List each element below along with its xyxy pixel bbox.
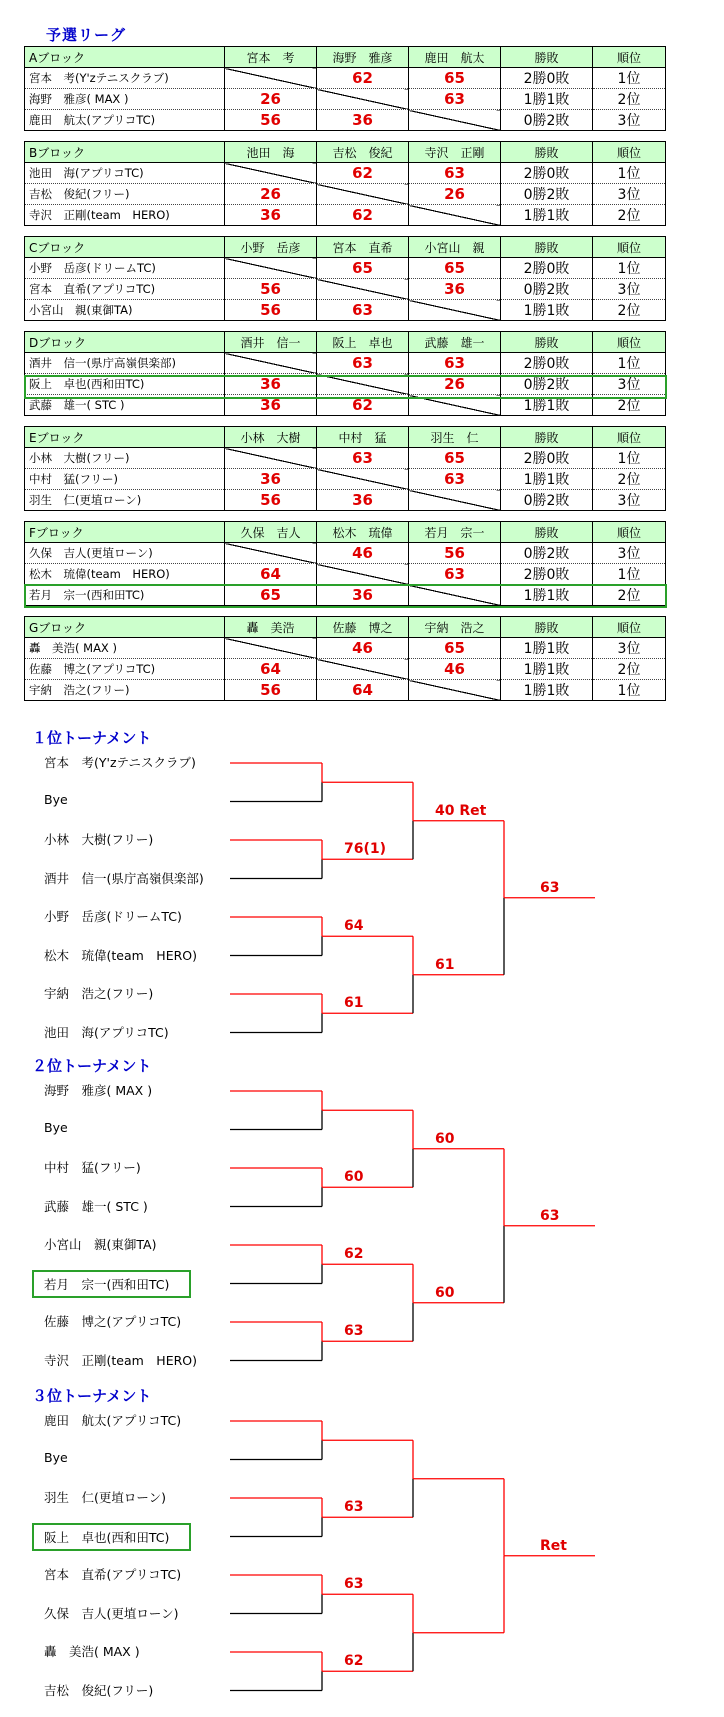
bracket-player: 小野 岳彦(ドリームTC) <box>44 909 182 924</box>
tournament-title: ２位トーナメント <box>32 1057 152 1075</box>
league-row <box>25 89 666 110</box>
match-score: 63 <box>409 163 501 184</box>
self-match-diagonal <box>225 68 317 89</box>
tournament-2 <box>0 1055 724 1375</box>
bracket-player: 轟 美浩( MAX ) <box>44 1644 140 1659</box>
league-row <box>25 353 666 374</box>
player-name: 中村 猛(フリー) <box>25 469 225 490</box>
match-score: 36 <box>317 585 409 606</box>
opponent-header: 小宮山 親 <box>409 237 501 258</box>
player-name: 宇納 浩之(フリー) <box>25 680 225 701</box>
match-score: 61 <box>344 995 364 1012</box>
win-loss: 2勝0敗 <box>501 564 593 585</box>
match-score: 63 <box>317 300 409 321</box>
bracket-player: 鹿田 航太(アプリコTC) <box>44 1413 182 1428</box>
league-row <box>25 638 666 659</box>
match-score: 63 <box>317 448 409 469</box>
bracket-player: 小林 大樹(フリー) <box>44 832 154 847</box>
self-match-diagonal <box>225 258 317 279</box>
self-match-diagonal <box>225 448 317 469</box>
match-score: 46 <box>409 659 501 680</box>
league-row <box>25 68 666 89</box>
league-row <box>25 110 666 131</box>
win-loss: 2勝0敗 <box>501 258 593 279</box>
tournament-title: ３位トーナメント <box>32 1387 152 1405</box>
player-name: 若月 宗一(西和田TC) <box>25 585 225 606</box>
self-match-diagonal <box>317 89 409 110</box>
rank-header: 順位 <box>593 617 666 638</box>
win-loss: 1勝1敗 <box>501 300 593 321</box>
match-score: 62 <box>344 1653 364 1670</box>
match-score: 36 <box>317 110 409 131</box>
win-loss: 1勝1敗 <box>501 205 593 226</box>
opponent-header: 佐藤 博之 <box>317 617 409 638</box>
opponent-header: 宮本 考 <box>225 47 317 68</box>
opponent-header: 小野 岳彦 <box>225 237 317 258</box>
match-score: 46 <box>317 543 409 564</box>
result-header: 勝敗 <box>501 142 593 163</box>
match-score: 76(1) <box>344 841 387 858</box>
bracket-player: Bye <box>44 1449 68 1465</box>
rank: 2位 <box>593 585 666 606</box>
match-score: 65 <box>225 585 317 606</box>
opponent-header: 松木 琉偉 <box>317 522 409 543</box>
opponent-header: 宮本 直希 <box>317 237 409 258</box>
league-row <box>25 448 666 469</box>
opponent-header: 阪上 卓也 <box>317 332 409 353</box>
league-row <box>25 469 666 490</box>
win-loss: 1勝1敗 <box>501 638 593 659</box>
league-row <box>25 564 666 585</box>
match-score: 56 <box>225 110 317 131</box>
rank: 3位 <box>593 638 666 659</box>
player-name: 吉松 俊紀(フリー) <box>25 184 225 205</box>
tournament-3 <box>0 1385 724 1705</box>
opponent-header: 若月 宗一 <box>409 522 501 543</box>
player-name: 小野 岳彦(ドリームTC) <box>25 258 225 279</box>
self-match-diagonal <box>409 205 501 226</box>
player-name: 佐藤 博之(アプリコTC) <box>25 659 225 680</box>
match-score: 36 <box>409 279 501 300</box>
rank: 1位 <box>593 68 666 89</box>
rank: 1位 <box>593 448 666 469</box>
bracket-player: 中村 猛(フリー) <box>44 1160 141 1175</box>
opponent-header: 酒井 信一 <box>225 332 317 353</box>
match-score: 65 <box>409 638 501 659</box>
match-score: 61 <box>435 956 455 973</box>
player-name: 轟 美浩( MAX ) <box>25 638 225 659</box>
win-loss: 1勝1敗 <box>501 659 593 680</box>
block-name: Fブロック <box>25 522 225 543</box>
match-score: 56 <box>225 490 317 511</box>
opponent-header: 池田 海 <box>225 142 317 163</box>
match-score: 64 <box>225 659 317 680</box>
match-score: 63 <box>409 89 501 110</box>
opponent-header: 吉松 俊紀 <box>317 142 409 163</box>
opponent-header: 海野 雅彦 <box>317 47 409 68</box>
self-match-diagonal <box>317 184 409 205</box>
league-row <box>25 680 666 701</box>
bracket-player: 酒井 信一(県庁高嶺倶楽部) <box>44 870 204 886</box>
player-name: 小宮山 親(東御TA) <box>25 300 225 321</box>
bracket-player: 松木 琉偉(team HERO) <box>44 947 198 963</box>
block-name: Gブロック <box>25 617 225 638</box>
bracket-player: Bye <box>44 1119 68 1135</box>
opponent-header: 武藤 雄一 <box>409 332 501 353</box>
match-score: 26 <box>409 184 501 205</box>
rank: 1位 <box>593 564 666 585</box>
bracket-player: 武藤 雄一( STC ) <box>44 1198 148 1214</box>
tournament-title: １位トーナメント <box>32 729 152 747</box>
win-loss: 1勝1敗 <box>501 585 593 606</box>
self-match-diagonal <box>409 680 501 701</box>
bracket-player: 阪上 卓也(西和田TC) <box>32 1523 191 1551</box>
match-score: Ret <box>540 1537 567 1554</box>
match-score: 46 <box>317 638 409 659</box>
bracket-player: 佐藤 博之(アプリコTC) <box>44 1314 182 1329</box>
match-score: 62 <box>317 163 409 184</box>
block-name: Cブロック <box>25 237 225 258</box>
self-match-diagonal <box>317 469 409 490</box>
rank-header: 順位 <box>593 142 666 163</box>
match-score: 65 <box>409 68 501 89</box>
self-match-diagonal <box>225 353 317 374</box>
bracket-player: 宮本 直希(アプリコTC) <box>44 1567 182 1582</box>
win-loss: 0勝2敗 <box>501 543 593 564</box>
match-score: 63 <box>540 1207 560 1224</box>
win-loss: 1勝1敗 <box>501 89 593 110</box>
block-name: Aブロック <box>25 47 225 68</box>
match-score: 56 <box>225 279 317 300</box>
rank: 3位 <box>593 279 666 300</box>
result-header: 勝敗 <box>501 617 593 638</box>
player-name: 寺沢 正剛(team HERO) <box>25 205 225 226</box>
match-score: 65 <box>409 448 501 469</box>
player-name: 宮本 直希(アプリコTC) <box>25 279 225 300</box>
match-score: 63 <box>409 469 501 490</box>
rank: 1位 <box>593 258 666 279</box>
rank-header: 順位 <box>593 522 666 543</box>
match-score: 60 <box>435 1284 455 1301</box>
win-loss: 1勝1敗 <box>501 395 593 416</box>
win-loss: 2勝0敗 <box>501 68 593 89</box>
league-row <box>25 659 666 680</box>
rank: 3位 <box>593 184 666 205</box>
match-score: 40 Ret <box>435 802 487 819</box>
match-score: 26 <box>225 184 317 205</box>
match-score: 26 <box>409 374 501 395</box>
rank: 3位 <box>593 374 666 395</box>
win-loss: 0勝2敗 <box>501 374 593 395</box>
player-name: 酒井 信一(県庁高嶺倶楽部) <box>25 353 225 374</box>
match-score: 62 <box>317 68 409 89</box>
bracket-player: 宇納 浩之(フリー) <box>44 986 154 1001</box>
player-name: 武藤 雄一( STC ) <box>25 395 225 416</box>
result-header: 勝敗 <box>501 427 593 448</box>
win-loss: 2勝0敗 <box>501 448 593 469</box>
match-score: 65 <box>317 258 409 279</box>
rank: 1位 <box>593 163 666 184</box>
bracket-player: 宮本 考(Y'zテニスクラブ) <box>44 755 196 770</box>
rank: 2位 <box>593 395 666 416</box>
rank-header: 順位 <box>593 237 666 258</box>
match-score: 63 <box>409 564 501 585</box>
player-name: 久保 吉人(更埴ローン) <box>25 543 225 564</box>
match-score: 56 <box>225 680 317 701</box>
win-loss: 0勝2敗 <box>501 279 593 300</box>
result-header: 勝敗 <box>501 237 593 258</box>
match-score: 63 <box>344 1576 364 1593</box>
result-header: 勝敗 <box>501 47 593 68</box>
match-score: 62 <box>317 205 409 226</box>
block-name: Bブロック <box>25 142 225 163</box>
opponent-header: 中村 猛 <box>317 427 409 448</box>
bracket-player: 小宮山 親(東御TA) <box>44 1237 157 1252</box>
match-score: 60 <box>344 1169 364 1186</box>
rank-header: 順位 <box>593 47 666 68</box>
self-match-diagonal <box>317 659 409 680</box>
league-block-4 <box>24 426 666 511</box>
self-match-diagonal <box>225 543 317 564</box>
win-loss: 1勝1敗 <box>501 680 593 701</box>
player-name: 阪上 卓也(西和田TC) <box>25 374 225 395</box>
league-row <box>25 205 666 226</box>
win-loss: 0勝2敗 <box>501 110 593 131</box>
highlight-box-f-block <box>24 584 667 608</box>
tournament-1 <box>0 727 724 1047</box>
match-score: 63 <box>317 353 409 374</box>
match-score: 64 <box>225 564 317 585</box>
rank: 2位 <box>593 300 666 321</box>
league-row <box>25 279 666 300</box>
match-score: 64 <box>317 680 409 701</box>
match-score: 64 <box>344 918 364 935</box>
league-row <box>25 300 666 321</box>
opponent-header: 宇納 浩之 <box>409 617 501 638</box>
opponent-header: 寺沢 正剛 <box>409 142 501 163</box>
opponent-header: 久保 吉人 <box>225 522 317 543</box>
rank: 1位 <box>593 353 666 374</box>
match-score: 36 <box>225 395 317 416</box>
highlight-box-d-block <box>24 375 667 399</box>
bracket-player: 羽生 仁(更埴ローン) <box>44 1490 167 1505</box>
opponent-header: 小林 大樹 <box>225 427 317 448</box>
rank: 3位 <box>593 490 666 511</box>
match-score: 36 <box>225 205 317 226</box>
player-name: 海野 雅彦( MAX ) <box>25 89 225 110</box>
match-score: 63 <box>409 353 501 374</box>
block-name: Dブロック <box>25 332 225 353</box>
match-score: 56 <box>225 300 317 321</box>
match-score: 63 <box>540 879 560 896</box>
league-block-2 <box>24 236 666 321</box>
rank: 2位 <box>593 89 666 110</box>
rank: 2位 <box>593 205 666 226</box>
bracket-player: 久保 吉人(更埴ローン) <box>44 1605 179 1621</box>
bracket-player: 寺沢 正剛(team HERO) <box>44 1352 198 1368</box>
league-row <box>25 258 666 279</box>
rank: 3位 <box>593 110 666 131</box>
league-row <box>25 163 666 184</box>
match-score: 26 <box>225 89 317 110</box>
league-row <box>25 184 666 205</box>
match-score: 62 <box>344 1246 364 1263</box>
league-block-3 <box>24 331 666 416</box>
win-loss: 1勝1敗 <box>501 469 593 490</box>
bracket-player: 若月 宗一(西和田TC) <box>32 1270 191 1298</box>
player-name: 羽生 仁(更埴ローン) <box>25 490 225 511</box>
rank: 3位 <box>593 543 666 564</box>
match-score: 36 <box>225 469 317 490</box>
self-match-diagonal <box>409 490 501 511</box>
match-score: 65 <box>409 258 501 279</box>
league-row <box>25 543 666 564</box>
self-match-diagonal <box>317 564 409 585</box>
player-name: 鹿田 航太(アプリコTC) <box>25 110 225 131</box>
player-name: 池田 海(アプリコTC) <box>25 163 225 184</box>
match-score: 56 <box>409 543 501 564</box>
win-loss: 2勝0敗 <box>501 353 593 374</box>
player-name: 宮本 考(Y'zテニスクラブ) <box>25 68 225 89</box>
self-match-diagonal <box>409 110 501 131</box>
rank-header: 順位 <box>593 427 666 448</box>
match-score: 62 <box>317 395 409 416</box>
opponent-header: 轟 美浩 <box>225 617 317 638</box>
win-loss: 2勝0敗 <box>501 163 593 184</box>
result-header: 勝敗 <box>501 332 593 353</box>
match-score: 36 <box>225 374 317 395</box>
bracket-player: Bye <box>44 791 68 807</box>
league-block-0 <box>24 46 666 131</box>
self-match-diagonal <box>225 163 317 184</box>
rank: 2位 <box>593 469 666 490</box>
bracket-player: 池田 海(アプリコTC) <box>44 1024 169 1040</box>
player-name: 松木 琉偉(team HERO) <box>25 564 225 585</box>
opponent-header: 鹿田 航太 <box>409 47 501 68</box>
league-block-6 <box>24 616 666 701</box>
match-score: 63 <box>344 1499 364 1516</box>
result-header: 勝敗 <box>501 522 593 543</box>
self-match-diagonal <box>317 279 409 300</box>
rank: 1位 <box>593 680 666 701</box>
win-loss: 0勝2敗 <box>501 184 593 205</box>
self-match-diagonal <box>409 300 501 321</box>
league-block-1 <box>24 141 666 226</box>
bracket-player: 吉松 俊紀(フリー) <box>44 1682 154 1698</box>
block-name: Eブロック <box>25 427 225 448</box>
match-score: 60 <box>435 1130 455 1147</box>
opponent-header: 羽生 仁 <box>409 427 501 448</box>
league-title: 予選リーグ <box>46 26 127 44</box>
match-score: 36 <box>317 490 409 511</box>
win-loss: 0勝2敗 <box>501 490 593 511</box>
rank: 2位 <box>593 659 666 680</box>
rank-header: 順位 <box>593 332 666 353</box>
player-name: 小林 大樹(フリー) <box>25 448 225 469</box>
self-match-diagonal <box>225 638 317 659</box>
league-row <box>25 490 666 511</box>
bracket-player: 海野 雅彦( MAX ) <box>44 1083 153 1098</box>
match-score: 63 <box>344 1323 364 1340</box>
